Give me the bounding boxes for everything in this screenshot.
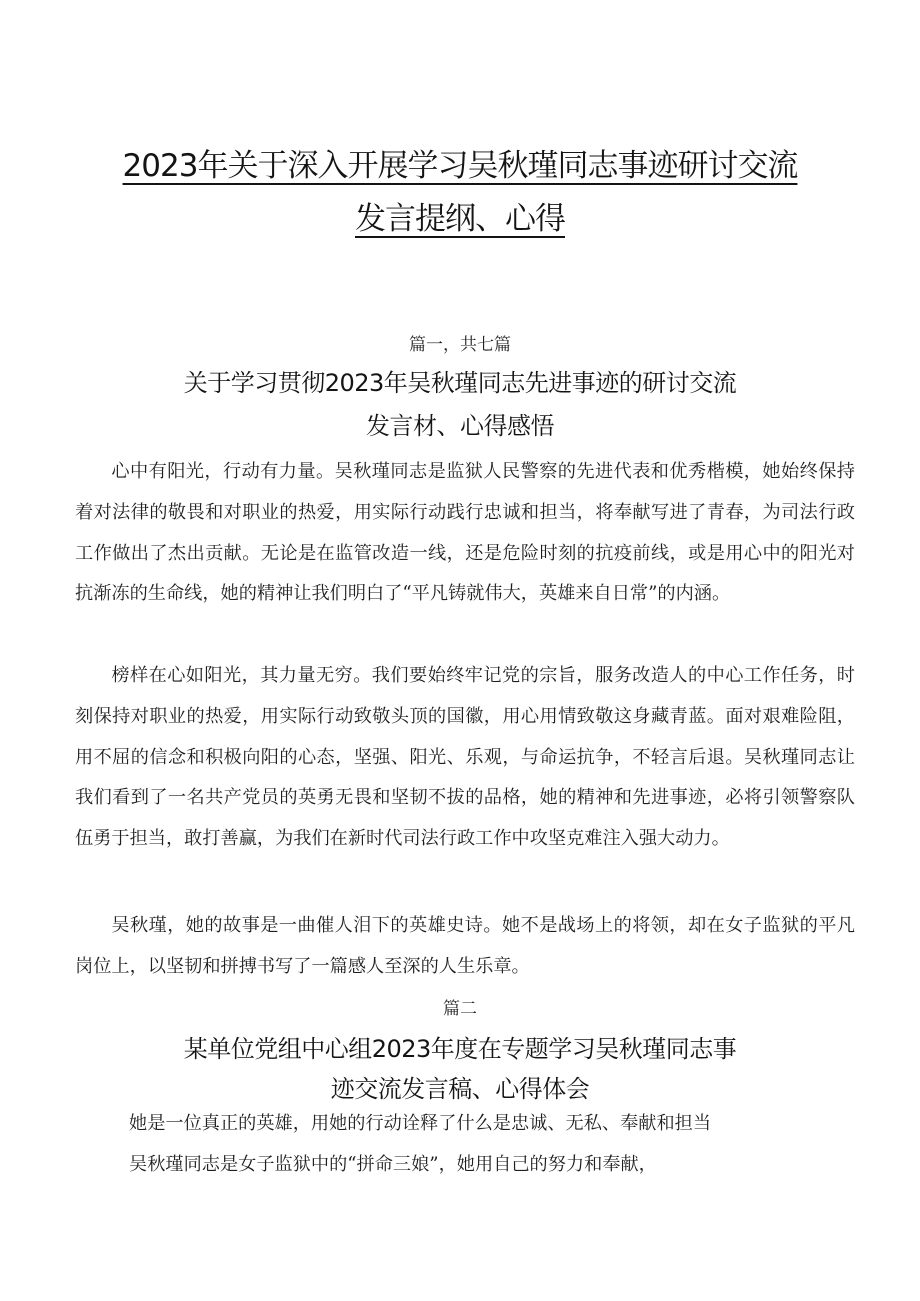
document-title-text-2: 发言提纲、心得 — [355, 201, 565, 237]
document-title-line-2 — [0, 193, 920, 238]
section-2-heading-line-1: 某单位党组中心组2023年度在专题学习吴秋瑾同志事 — [183, 1035, 737, 1063]
document-title-text-1: 2023年关于深入开展学习吴秋瑾同志事迹研讨交流 — [122, 148, 798, 184]
section-2-paragraph-1: 她是一位真正的英雄，用她的行动诠释了什么是忠诚、无私、奉献和担当 — [129, 1113, 712, 1134]
section-1-paragraph-2: 榜样在心如阳光，其力量无穷。我们要始终牢记党的宗旨，服务改造人的中心工作任务，时刻保持对职业的热爱，用实际行动致敬头顶的国徽，用心用情致敬这身藏青蓝。面对艰难险阻，用不屈的信念和积极向阳的心态，坚强、阳光、乐观，与命运抗争，不轻言后退。吴秋瑾同志让我们看到了一名共产党员的英勇无畏和坚韧不拔的品格，她的精神和先进事迹，必将引领警察队伍勇于担当，敢打善赢，为我们在新时代司法行政工作中攻坚克难注入强大动力。 — [75, 665, 855, 850]
section-2-paragraph-2: 吴秋瑾同志是女子监狱中的“拼命三娘”，她用自己的努力和奉献， — [129, 1154, 657, 1175]
document-title-line-1 — [0, 140, 920, 185]
section-1-heading-line-1: 关于学习贯彻2023年吴秋瑾同志先进事迹的研讨交流 — [183, 369, 737, 397]
section-2-heading-line-2: 迹交流发言稿、心得体会 — [330, 1075, 590, 1103]
section-2-label: 篇二 — [443, 999, 477, 1019]
section-1-paragraph-3: 吴秋瑾，她的故事是一曲催人泪下的英雄史诗。她不是战场上的将领，却在女子监狱的平凡岗位上，以坚韧和拼搏书写了一篇感人至深的人生乐章。 — [75, 915, 855, 977]
section-1-heading-line-2: 发言材、心得感悟 — [366, 412, 554, 440]
section-1-label: 篇一，共七篇 — [409, 335, 511, 355]
section-1-paragraph-1: 心中有阳光，行动有力量。吴秋瑾同志是监狱人民警察的先进代表和优秀楷模，她始终保持着对法律的敬畏和对职业的热爱，用实际行动践行忠诚和担当，将奉献写进了青春，为司法行政工作做出了杰出贡献。无论是在监管改造一线，还是危险时刻的抗疫前线，或是用心中的阳光对抗渐冻的生命线，她的精神让我们明白了“平凡铸就伟大，英雄来自日常”的内涵。 — [75, 461, 855, 605]
